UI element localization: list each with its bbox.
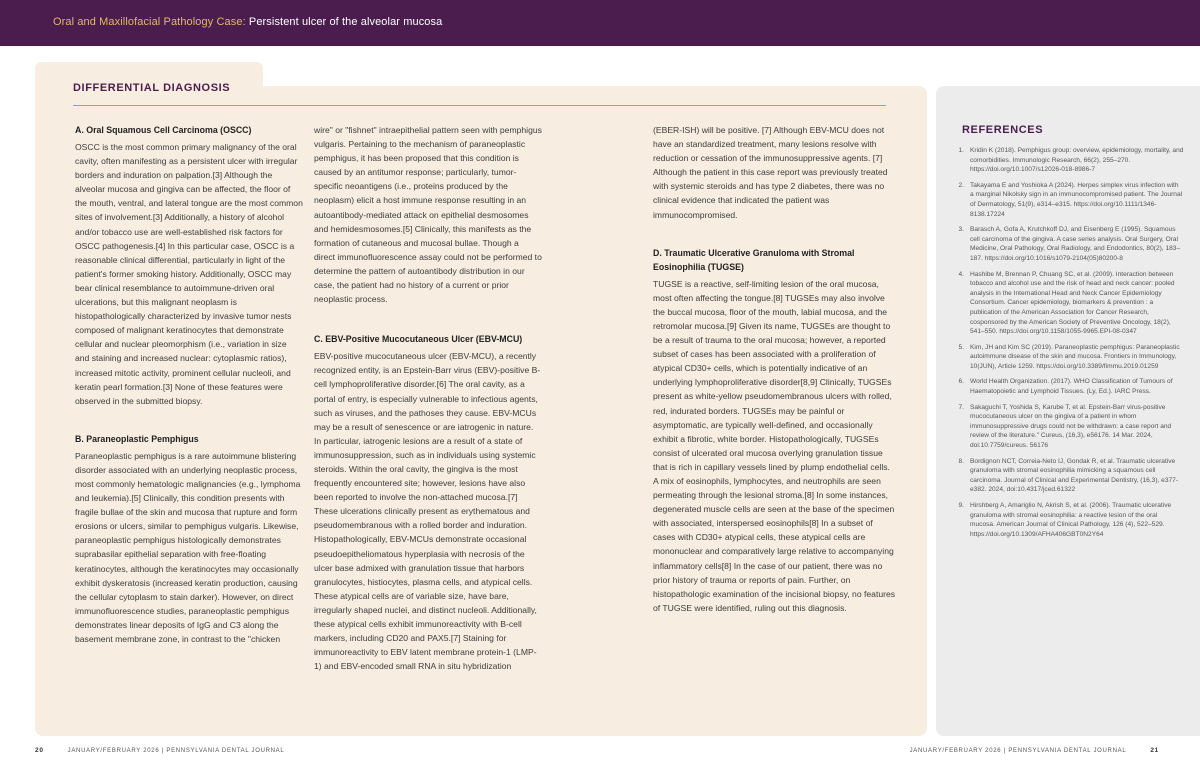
section-b-text-1: Paraneoplastic pemphigus is a rare autoimmune blistering disorder associated with an underlying neoplastic process, most commonly hematologic malignancies (e.g., lymphoma and leukemia).[5] Clinically, this condition presents with fragile bullae of the skin and mucosa that rupture and form erosions or ulcers, similar to pemphigus vulgaris. Likewise, paraneoplastic pemphigus histologically demonstrates suprabasilar epithelial separation with free-floating keratinocytes, although the keratinocytes may occasionally exhibit dyskeratosis (increased keratin production, causing the cellular cytoplasm to stain darker). However, on direct immunofluorescence studies, paraneoplastic pemphigus demonstrates linear deposits of IgG and C3 along the basement membrane zone, in contrast to the "chicken bbox=[75, 450, 301, 644]
reference-text: Sakaguchi T, Yoshida S, Karube T, et al. Epstein-Barr virus-positive mucocutaneous ulcer on the gingiva of a patient in whom immunosuppressive drugs could not be withdrawn: a case report and review of the literature." Cureus, (16,3), e56176. 14 Mar. 2024, doi:10.7759/cureus. 56176 bbox=[970, 403, 1172, 450]
header-text bbox=[53, 16, 442, 28]
reference-text: Hirshberg A, Amariglio N, Akrish S, et al. (2006). Traumatic ulcerative granuloma with stromal eosinophilia: a reactive lesion of the oral mucosa. American Journal of Clinical Pathology, 126 (4), 522–529. https://doi.org/10.1309/AFHA406GBT0N2Y64 bbox=[970, 502, 1172, 538]
column-2 bbox=[314, 123, 542, 673]
section-divider bbox=[73, 105, 886, 106]
section-d-text: TUGSE is a reactive, self-limiting lesion of the oral mucosa, most often affecting the tongue.[8] TUGSEs may also involve the buccal mucosa, floor of the mouth, labial mucosa, and the retromolar mucosa.[9] Given its name, TUGSEs are thought to be a result of trauma to the oral mucosa; however, a reported subset of cases has been associated with a proliferation of atypical CD30+ cells, which is potentially indicative of an underlying lymphoproliferative disorder[8,9] Clinically, TUGSEs present as white-yellow pseudomembranous ulcers with rolled, red, indurated borders. TUGSEs may be painful or asymptomatic, are typically well-defined, and occasionally exhibit a fibrotic, white border. Histopathologically, TUGSEs consist of ulcerated oral mucosa overlying granulation tissue that is rich in capillary vessels lined by plump endothelial cells. A mix of eosinophils, lymphocytes, and neutrophils are seen permeating through the lesional stroma.[8] In some instances, degenerated muscle cells are seen at the base of the specimen with associated, interspersed eosinophils[8] In a subset of cases with CD30+ atypical cells, these atypical cells are mononuclear and comparatively large relative to accompanying inflammatory cells[8] In the case of our patient, there was no prior history of trauma or reports of pain. Further, on histopathologic examination of the incisional biopsy, no features of TUGSE were identified, ruling out this diagnosis. bbox=[653, 278, 896, 613]
page-number-right: 21 bbox=[1150, 747, 1159, 754]
header-label: Oral and Maxillofacial Pathology Case: bbox=[53, 16, 249, 28]
section-b-heading: B. Paraneoplastic Pemphigus bbox=[75, 433, 199, 444]
footer-journal-right: JANUARY/FEBRUARY 2026 | PENNSYLVANIA DENTAL JOURNAL bbox=[909, 748, 1127, 754]
section-b-text-2: wire" or "fishnet" intraepithelial pattern seen with pemphigus vulgaris. Pertaining to the mechanism of paraneoplastic pemphigus, it has been proposed that this condition is caused by an antitumor response; particularly, tumor-specific neoantigens (i.e., proteins produced by the neoplasm) elicit a host immune response resulting in an autoantibody-mediated attack on epithelial desmosomes and hemidesmosomes.[5] Clinically, this manifests as the formation of cutaneous and mucosal bullae. Though a direct immunofluorescence assay could not be performed to determine the pattern of autoantibody distribution in our case, the patient had no history of a current or prior neoplastic process. bbox=[314, 125, 542, 305]
reference-text: Barasch A, Gofa A, Krutchkoff DJ, and Eisenberg E (1995). Squamous cell carcinoma of the gingiva. A case series analysis. Oral Surgery, Oral Medicine, Oral Pathology, Oral Radiology, and Endodontics, 80(2), 183–187. https://doi.org/10.1016/s1079-2104(05)80200-8 bbox=[970, 226, 1181, 262]
reference-number: 5. bbox=[958, 343, 964, 351]
reference-number: 6. bbox=[958, 378, 964, 386]
page-number-left: 20 bbox=[35, 747, 44, 754]
column-3 bbox=[653, 123, 897, 615]
reference-item bbox=[948, 403, 1184, 451]
reference-text: Kim, JH and Kim SC (2019). Paraneoplastic pemphigus: Paraneoplastic autoimmune disease of the skin and mucosa. Frontiers in Immunology, 10(JUN), Article 1259. https://doi.org/10.3389/fimmu.2019.01259 bbox=[970, 343, 1180, 370]
reference-number: 7. bbox=[958, 403, 964, 411]
reference-item bbox=[948, 225, 1184, 263]
reference-text: Bordignon NCT, Correia-Neto IJ, Gondak R, et al. Traumatic ulcerative granuloma with stromal eosinophilia mimicking a squamous cell carcinoma. Journal of Clinical and Experimental Dentistry, (16,3), e377-e382. 2024, doi:10.4317/jced.61322 bbox=[970, 457, 1179, 494]
section-a-heading: A. Oral Squamous Cell Carcinoma (OSCC) bbox=[75, 125, 252, 135]
reference-item bbox=[948, 457, 1184, 495]
section-a-text: OSCC is the most common primary malignancy of the oral cavity, often manifesting as a persistent ulcer with irregular borders and induration on palpation.[3] Although the alveolar mucosa and gingiva can be affected, the floor of the mouth, ventral, and lateral tongue are the most common sites of involvement.[3] Additionally, a history of alcohol and/or tobacco use are well-established risk factors for OSCC pathogenesis.[4] In this particular case, OSCC is a reasonable clinical differential, particularly in light of the patient's former smoking history. Additionally, OSCC may bear clinical resemblance to autoimmune-driven oral ulcerations, but this malignant neoplasm is histopathologically characterized by invasive tumor nests composed of malignant keratinocytes that demonstrate cellular and nuclear pleomorphism (i.e., variation in size and staining and increased nuclear: cytoplasmic ratios), increased mitotic activity, prominent cellular nucleoli, and keratin pearl formation.[3] None of these features were observed in the submitted biopsy. bbox=[75, 142, 303, 406]
references-title: REFERENCES bbox=[962, 124, 1044, 136]
reference-number: 8. bbox=[958, 457, 964, 465]
section-c-text-1: EBV-positive mucocutaneous ulcer (EBV-MCU), a recently recognized entity, is an Epstein-Barr virus (EBV)-positive B-cell lymphoproliferative disorder.[6] The oral cavity, as a portal of entry, is especially vulnerable to infectious agents, such as viruses, and the pathoses they cause. EBV-MCUs may be a result of senescence or are iatrogenic in nature. In particular, iatrogenic lesions are a result of a state of immunosuppression, such as in individuals using systemic steroids. Within the oral cavity, the gingiva is the most frequently encountered site; however, lesions have also been reported to involve the non-attached mucosa.[7] These ulcerations clinically present as erythematous and pseudomembranous with a rolled border and induration. Histopathologically, EBV-MCUs demonstrate occasional pseudoepitheliomatous hyperplasia with necrosis of the ulcer base admixed with granulation tissue that harbors granulocytes, histiocytes, plasma cells, and atypical cells. These atypical cells are of variable size, have bare, irregularly shaped nuclei, and distinct nucleoli. Additionally, these atypical cells exhibit immunoreactivity with B-cell markers, including CD20 and PAX5.[7] Staining for immunoreactivity to EBV latent membrane protein-1 (LMP-1) and EBV-encoded small RNA in situ hybridization bbox=[314, 351, 541, 672]
reference-item bbox=[948, 181, 1184, 219]
section-c-text-2: (EBER-ISH) will be positive. [7] Although EBV-MCU does not have an standardized treatment, many lesions resolve with reduction or cessation of the immunosuppressive agents. [7] Although the patient in this case report was previously treated with systemic steroids and has type 2 diabetes, there was no clinical evidence that indicated the patient was immunocompromised. bbox=[653, 125, 888, 220]
references-list bbox=[948, 146, 1184, 545]
reference-number: 2. bbox=[958, 181, 964, 189]
reference-text: World Health Organization. (2017). WHO Classification of Tumours of Haematopoietic and Lymphoid Tissues. (Ly, Ed.). IARC Press. bbox=[970, 378, 1173, 396]
footer-left bbox=[35, 747, 284, 754]
reference-text: Takayama E and Yoshioka A (2024). Herpes simplex virus infection with a marginal Nikolsky sign in an immunocompromised patient. The Journal of Dermatology, 51(9), e314–e315. https://doi.org/10.1111/1346-8138.17224 bbox=[970, 181, 1183, 218]
reference-item bbox=[948, 501, 1184, 539]
reference-item bbox=[948, 270, 1184, 337]
reference-number: 9. bbox=[958, 502, 964, 509]
reference-item bbox=[948, 146, 1184, 175]
reference-number: 3. bbox=[958, 226, 964, 234]
footer-right bbox=[910, 747, 1159, 754]
header-bar bbox=[0, 0, 1200, 46]
reference-item bbox=[948, 343, 1184, 372]
reference-number: 4. bbox=[958, 270, 964, 278]
reference-item bbox=[948, 377, 1184, 396]
reference-text: Hashibe M, Brennan P, Chuang SC, et al. (2009). Interaction between tobacco and alcohol use and the risk of head and neck cancer: pooled analysis in the International Head and Neck Cancer Epidemiology Consortium. Cancer epidemiology, biomarkers & prevention : a publication of the American Association for Cancer Research, cosponsored by the American Society of Preventive Oncology, 18(2), 541–550. https://doi.org/10.1158/1055-9965.EPI-08-0347 bbox=[970, 270, 1175, 336]
footer-journal-left: JANUARY/FEBRUARY 2026 | PENNSYLVANIA DENTAL JOURNAL bbox=[67, 748, 285, 754]
header-title: Persistent ulcer of the alveolar mucosa bbox=[248, 16, 443, 28]
section-title: DIFFERENTIAL DIAGNOSIS bbox=[73, 82, 231, 94]
reference-text: Kridin K (2018). Pemphigus group: overview, epidemiology, mortality, and comorbidities. Immunologic Research, 66(2), 255–270. https://doi.org/10.1007/s12026-018-8986-7 bbox=[970, 147, 1184, 174]
reference-number: 1. bbox=[958, 147, 964, 154]
column-1 bbox=[75, 123, 303, 646]
section-c-heading: C. EBV-Positive Mucocutaneous Ulcer (EBV-MCU) bbox=[314, 334, 523, 345]
section-d-heading: D. Traumatic Ulcerative Granuloma with Stromal Eosinophilia (TUGSE) bbox=[653, 247, 855, 272]
